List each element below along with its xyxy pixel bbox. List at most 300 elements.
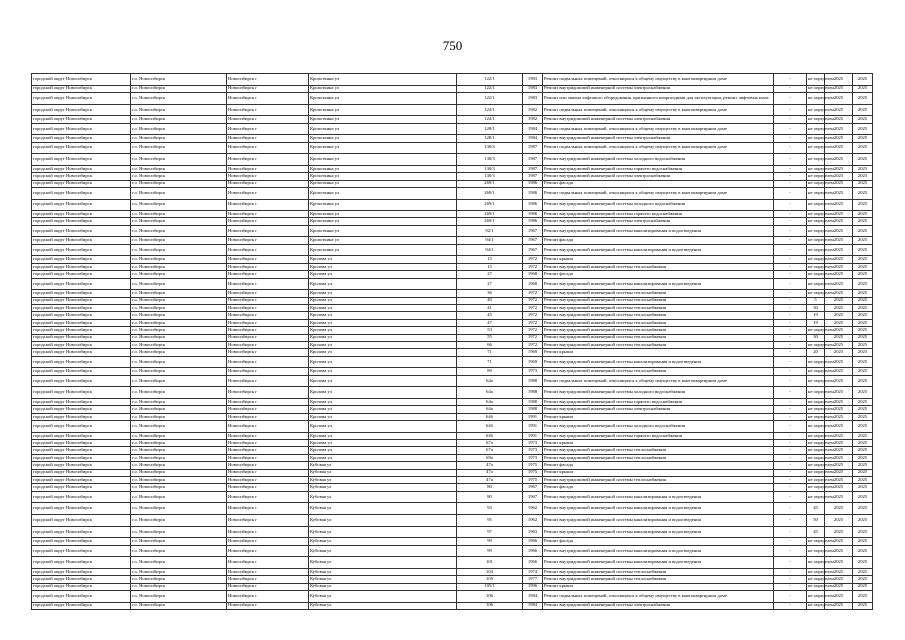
year-from-cell: 2025 — [825, 514, 853, 526]
street-cell: Кропоткина ул — [309, 165, 457, 172]
municipality-cell: городской округ Новосибирск — [32, 187, 131, 199]
work-type-cell: Ремонт внутридомовой инженерной системы горячего водоснабжения — [543, 165, 774, 172]
locality-cell: Новосибирск г — [227, 454, 309, 461]
locality-cell: Новосибирск г — [227, 135, 309, 142]
work-type-cell: Ремонт внутридомовой инженерной системы холодного водоснабжения — [543, 421, 774, 433]
table-row — [32, 244, 873, 256]
deadline-cell: не определен — [807, 413, 825, 420]
year-built-cell: 1967 — [523, 491, 543, 503]
house-cell: 55 — [457, 334, 523, 341]
street-cell: Кропоткина ул — [309, 92, 457, 104]
street-cell: Кролова ул — [309, 368, 457, 375]
year-from-cell: 2025 — [825, 440, 853, 447]
settlement-cell: г.о. Новосибирск — [131, 406, 227, 413]
deadline-cell: не определен — [807, 104, 825, 116]
table-row — [32, 602, 873, 609]
deadline-cell: не определен — [807, 92, 825, 104]
dash-cell: - — [774, 180, 807, 187]
municipality-cell: городской округ Новосибирск — [32, 432, 131, 439]
dash-cell: - — [774, 568, 807, 575]
street-cell: Кролова ул — [309, 432, 457, 439]
locality-cell: Новосибирск г — [227, 278, 309, 290]
year-from-cell: 2025 — [825, 165, 853, 172]
street-cell: Кубовая ул — [309, 590, 457, 602]
municipality-cell: городской округ Новосибирск — [32, 256, 131, 263]
work-type-cell: Ремонт внутридомовой инженерной системы теплоснабжения — [543, 368, 774, 375]
deadline-cell: 19 — [807, 319, 825, 326]
work-type-cell: Ремонт внутридомовой инженерной системы канализирования и водоотведения — [543, 491, 774, 503]
year-built-cell: 1991 — [523, 421, 543, 433]
year-to-cell: 2025 — [853, 356, 873, 368]
year-built-cell: 1972 — [523, 290, 543, 297]
year-built-cell: 1986 — [523, 199, 543, 211]
dash-cell: - — [774, 218, 807, 225]
table-row — [32, 165, 873, 172]
dash-cell: - — [774, 199, 807, 211]
year-built-cell: 1987 — [523, 165, 543, 172]
street-cell: Кропоткина ул — [309, 74, 457, 86]
municipality-cell: городской округ Новосибирск — [32, 526, 131, 538]
municipality-cell: городской округ Новосибирск — [32, 92, 131, 104]
work-type-cell: Ремонт внутридомовой инженерной системы электроснабжения — [543, 602, 774, 609]
year-built-cell: 1967 — [523, 484, 543, 491]
locality-cell: Новосибирск г — [227, 237, 309, 244]
settlement-cell: г.о. Новосибирск — [131, 271, 227, 278]
house-cell: 64а — [457, 398, 523, 405]
street-cell: Кропоткина ул — [309, 211, 457, 218]
year-from-cell: 2025 — [825, 491, 853, 503]
street-cell: Кролова ул — [309, 297, 457, 304]
municipality-cell: городской округ Новосибирск — [32, 123, 131, 135]
dash-cell: - — [774, 538, 807, 545]
work-type-cell: Ремонт фасада — [543, 538, 774, 545]
dash-cell: - — [774, 327, 807, 334]
dash-cell: - — [774, 398, 807, 405]
municipality-cell: городской округ Новосибирск — [32, 491, 131, 503]
street-cell: Кропоткина ул — [309, 154, 457, 166]
work-type-cell: Ремонт внутридомовой инженерной системы теплоснабжения — [543, 305, 774, 312]
deadline-cell: не определен — [807, 173, 825, 180]
house-cell: 15 — [457, 263, 523, 270]
municipality-cell: городской округ Новосибирск — [32, 462, 131, 469]
street-cell: Кролова ул — [309, 278, 457, 290]
year-built-cell: 1972 — [523, 312, 543, 319]
year-built-cell: 1984 — [523, 135, 543, 142]
work-type-cell: Ремонт крыши — [543, 469, 774, 476]
year-to-cell: 2025 — [853, 173, 873, 180]
table-row — [32, 557, 873, 569]
table-row — [32, 491, 873, 503]
year-from-cell: 2025 — [825, 503, 853, 515]
locality-cell: Новосибирск г — [227, 583, 309, 590]
house-cell: 106 — [457, 590, 523, 602]
work-type-cell: Ремонт внутридомовой инженерной системы канализирования и водоотведения — [543, 278, 774, 290]
settlement-cell: г.о. Новосибирск — [131, 602, 227, 609]
settlement-cell: г.о. Новосибирск — [131, 165, 227, 172]
year-built-cell: 1988 — [523, 398, 543, 405]
street-cell: Кубовая ул — [309, 503, 457, 515]
year-to-cell: 2025 — [853, 406, 873, 413]
municipality-cell: городской округ Новосибирск — [32, 568, 131, 575]
table-row — [32, 256, 873, 263]
house-cell: 27 — [457, 278, 523, 290]
year-from-cell: 2025 — [825, 74, 853, 86]
locality-cell: Новосибирск г — [227, 165, 309, 172]
locality-cell: Новосибирск г — [227, 576, 309, 583]
locality-cell: Новосибирск г — [227, 297, 309, 304]
settlement-cell: г.о. Новосибирск — [131, 484, 227, 491]
dash-cell: - — [774, 368, 807, 375]
year-built-cell: 1984 — [523, 602, 543, 609]
year-to-cell: 2025 — [853, 557, 873, 569]
work-type-cell: Ремонт внутридомовой инженерной системы электроснабжения — [543, 135, 774, 142]
year-from-cell: 2025 — [825, 180, 853, 187]
year-to-cell: 2025 — [853, 341, 873, 348]
year-built-cell: 1968 — [523, 271, 543, 278]
year-from-cell: 2025 — [825, 305, 853, 312]
year-from-cell: 2025 — [825, 85, 853, 92]
locality-cell: Новосибирск г — [227, 368, 309, 375]
locality-cell: Новосибирск г — [227, 387, 309, 399]
year-from-cell: 2025 — [825, 334, 853, 341]
year-to-cell: 2025 — [853, 327, 873, 334]
deadline-cell: не определен — [807, 237, 825, 244]
municipality-cell: городской округ Новосибирск — [32, 154, 131, 166]
table-row — [32, 413, 873, 420]
work-type-cell: Ремонт подвальных помещений, относящихся к общему имуществу в многоквартирном доме — [543, 375, 774, 387]
deadline-cell: не определен — [807, 602, 825, 609]
table-row — [32, 447, 873, 454]
settlement-cell: г.о. Новосибирск — [131, 413, 227, 420]
year-to-cell: 2025 — [853, 514, 873, 526]
dash-cell: - — [774, 583, 807, 590]
deadline-cell: не определен — [807, 244, 825, 256]
house-cell: 47а — [457, 469, 523, 476]
municipality-cell: городской округ Новосибирск — [32, 602, 131, 609]
year-from-cell: 2025 — [825, 135, 853, 142]
table-row — [32, 514, 873, 526]
locality-cell: Новосибирск г — [227, 211, 309, 218]
settlement-cell: г.о. Новосибирск — [131, 590, 227, 602]
settlement-cell: г.о. Новосибирск — [131, 557, 227, 569]
deadline-cell: не определен — [807, 218, 825, 225]
dash-cell: - — [774, 421, 807, 433]
locality-cell: Новосибирск г — [227, 462, 309, 469]
year-to-cell: 2025 — [853, 432, 873, 439]
year-to-cell: 2025 — [853, 116, 873, 123]
deadline-cell: не определен — [807, 256, 825, 263]
year-built-cell: 1988 — [523, 375, 543, 387]
work-type-cell: Ремонт внутридомовой инженерной системы электроснабжения — [543, 218, 774, 225]
work-type-cell: Ремонт фасада — [543, 237, 774, 244]
year-from-cell: 2025 — [825, 297, 853, 304]
year-built-cell: 1982 — [523, 104, 543, 116]
year-from-cell: 2025 — [825, 590, 853, 602]
house-cell: 64б — [457, 421, 523, 433]
table-row — [32, 263, 873, 270]
year-from-cell: 2025 — [825, 327, 853, 334]
year-to-cell: 2025 — [853, 271, 873, 278]
deadline-cell: 19 — [807, 312, 825, 319]
locality-cell: Новосибирск г — [227, 477, 309, 484]
locality-cell: Новосибирск г — [227, 341, 309, 348]
work-type-cell: Ремонт внутридомовой инженерной системы холодного водоснабжения — [543, 154, 774, 166]
dash-cell: - — [774, 454, 807, 461]
table-row — [32, 526, 873, 538]
work-type-cell: Ремонт фасада — [543, 462, 774, 469]
table-row — [32, 92, 873, 104]
year-built-cell: 1983 — [523, 74, 543, 86]
settlement-cell: г.о. Новосибирск — [131, 154, 227, 166]
year-to-cell: 2025 — [853, 491, 873, 503]
settlement-cell: г.о. Новосибирск — [131, 538, 227, 545]
table-row — [32, 341, 873, 348]
year-from-cell: 2025 — [825, 319, 853, 326]
deadline-cell: не определен — [807, 491, 825, 503]
table-row — [32, 327, 873, 334]
street-cell: Кролова ул — [309, 421, 457, 433]
year-from-cell: 2025 — [825, 375, 853, 387]
locality-cell: Новосибирск г — [227, 142, 309, 154]
locality-cell: Новосибирск г — [227, 398, 309, 405]
year-to-cell: 2025 — [853, 440, 873, 447]
table-row — [32, 368, 873, 375]
house-cell: 94/1 — [457, 237, 523, 244]
house-cell: 15 — [457, 256, 523, 263]
deadline-cell: не определен — [807, 440, 825, 447]
table-row — [32, 218, 873, 225]
municipality-cell: городской округ Новосибирск — [32, 413, 131, 420]
street-cell: Кролова ул — [309, 349, 457, 356]
street-cell: Кролова ул — [309, 341, 457, 348]
work-type-cell: Ремонт крыши — [543, 349, 774, 356]
table-row — [32, 349, 873, 356]
year-built-cell: 1974 — [523, 568, 543, 575]
year-from-cell: 2025 — [825, 576, 853, 583]
year-from-cell: 2025 — [825, 237, 853, 244]
year-to-cell: 2025 — [853, 290, 873, 297]
house-cell: 89 — [457, 368, 523, 375]
dash-cell: - — [774, 312, 807, 319]
work-type-cell: Ремонт внутридомовой инженерной системы канализирования и водоотведения — [543, 503, 774, 515]
table-row — [32, 173, 873, 180]
municipality-cell: городской округ Новосибирск — [32, 440, 131, 447]
year-to-cell: 2025 — [853, 447, 873, 454]
locality-cell: Новосибирск г — [227, 432, 309, 439]
table-row — [32, 305, 873, 312]
municipality-cell: городской округ Новосибирск — [32, 590, 131, 602]
work-type-cell: Ремонт внутридомовой инженерной системы канализирования и водоотведения — [543, 545, 774, 557]
municipality-cell: городской округ Новосибирск — [32, 290, 131, 297]
street-cell: Кубовая ул — [309, 557, 457, 569]
deadline-cell: не определен — [807, 211, 825, 218]
settlement-cell: г.о. Новосибирск — [131, 432, 227, 439]
work-type-cell: Ремонт или замена лифтового оборудования, признанного непригодным для эксплуатации, ремонт лифтовых шахт — [543, 92, 774, 104]
dash-cell: - — [774, 319, 807, 326]
settlement-cell: г.о. Новосибирск — [131, 187, 227, 199]
year-from-cell: 2025 — [825, 290, 853, 297]
street-cell: Кролова ул — [309, 263, 457, 270]
year-to-cell: 2025 — [853, 398, 873, 405]
settlement-cell: г.о. Новосибирск — [131, 469, 227, 476]
locality-cell: Новосибирск г — [227, 469, 309, 476]
work-type-cell: Ремонт внутридомовой инженерной системы теплоснабжения — [543, 327, 774, 334]
year-to-cell: 2025 — [853, 187, 873, 199]
table-row — [32, 375, 873, 387]
settlement-cell: г.о. Новосибирск — [131, 319, 227, 326]
locality-cell: Новосибирск г — [227, 187, 309, 199]
dash-cell: - — [774, 225, 807, 237]
municipality-cell: городской округ Новосибирск — [32, 469, 131, 476]
year-to-cell: 2025 — [853, 180, 873, 187]
locality-cell: Новосибирск г — [227, 312, 309, 319]
dash-cell: - — [774, 85, 807, 92]
locality-cell: Новосибирск г — [227, 349, 309, 356]
locality-cell: Новосибирск г — [227, 271, 309, 278]
year-built-cell: 1975 — [523, 469, 543, 476]
street-cell: Кролова ул — [309, 334, 457, 341]
settlement-cell: г.о. Новосибирск — [131, 297, 227, 304]
locality-cell: Новосибирск г — [227, 319, 309, 326]
house-cell: 64б — [457, 432, 523, 439]
municipality-cell: городской округ Новосибирск — [32, 278, 131, 290]
street-cell: Кропоткина ул — [309, 244, 457, 256]
locality-cell: Новосибирск г — [227, 218, 309, 225]
deadline-cell: не определен — [807, 116, 825, 123]
table-row — [32, 454, 873, 461]
house-cell: 124/1 — [457, 104, 523, 116]
year-from-cell: 2025 — [825, 123, 853, 135]
table-row — [32, 278, 873, 290]
locality-cell: Новосибирск г — [227, 85, 309, 92]
street-cell: Кролова ул — [309, 413, 457, 420]
settlement-cell: г.о. Новосибирск — [131, 85, 227, 92]
year-built-cell: 1963 — [523, 526, 543, 538]
locality-cell: Новосибирск г — [227, 545, 309, 557]
house-cell: 95 — [457, 514, 523, 526]
street-cell: Кролова ул — [309, 290, 457, 297]
municipality-cell: городской округ Новосибирск — [32, 421, 131, 433]
municipality-cell: городской округ Новосибирск — [32, 356, 131, 368]
deadline-cell: не определен — [807, 135, 825, 142]
dash-cell: - — [774, 413, 807, 420]
year-to-cell: 2025 — [853, 237, 873, 244]
year-built-cell: 1966 — [523, 557, 543, 569]
locality-cell: Новосибирск г — [227, 199, 309, 211]
dash-cell: - — [774, 602, 807, 609]
year-to-cell: 2025 — [853, 244, 873, 256]
settlement-cell: г.о. Новосибирск — [131, 477, 227, 484]
settlement-cell: г.о. Новосибирск — [131, 583, 227, 590]
settlement-cell: г.о. Новосибирск — [131, 545, 227, 557]
year-to-cell: 2025 — [853, 85, 873, 92]
street-cell: Кролова ул — [309, 312, 457, 319]
street-cell: Кубовая ул — [309, 484, 457, 491]
street-cell: Кролова ул — [309, 375, 457, 387]
house-cell: 130/3 — [457, 165, 523, 172]
street-cell: Кубовая ул — [309, 514, 457, 526]
year-built-cell: 1972 — [523, 305, 543, 312]
table-row — [32, 356, 873, 368]
locality-cell: Новосибирск г — [227, 92, 309, 104]
settlement-cell: г.о. Новосибирск — [131, 244, 227, 256]
deadline-cell: не определен — [807, 484, 825, 491]
year-to-cell: 2025 — [853, 583, 873, 590]
deadline-cell: не определен — [807, 187, 825, 199]
year-from-cell: 2025 — [825, 218, 853, 225]
municipality-cell: городской округ Новосибирск — [32, 237, 131, 244]
house-cell: 105/1 — [457, 583, 523, 590]
house-cell: 47а — [457, 462, 523, 469]
work-type-cell: Ремонт внутридомовой инженерной системы канализирования и водоотведения — [543, 244, 774, 256]
street-cell: Кубовая ул — [309, 462, 457, 469]
settlement-cell: г.о. Новосибирск — [131, 74, 227, 86]
deadline-cell: не определен — [807, 421, 825, 433]
settlement-cell: г.о. Новосибирск — [131, 116, 227, 123]
settlement-cell: г.о. Новосибирск — [131, 312, 227, 319]
locality-cell: Новосибирск г — [227, 590, 309, 602]
table-row — [32, 74, 873, 86]
locality-cell: Новосибирск г — [227, 334, 309, 341]
settlement-cell: г.о. Новосибирск — [131, 447, 227, 454]
settlement-cell: г.о. Новосибирск — [131, 349, 227, 356]
year-built-cell: 1972 — [523, 341, 543, 348]
settlement-cell: г.о. Новосибирск — [131, 491, 227, 503]
street-cell: Кропоткина ул — [309, 135, 457, 142]
deadline-cell: не определен — [807, 278, 825, 290]
table-row — [32, 462, 873, 469]
locality-cell: Новосибирск г — [227, 104, 309, 116]
year-to-cell: 2025 — [853, 576, 873, 583]
year-from-cell: 2025 — [825, 356, 853, 368]
dash-cell: - — [774, 484, 807, 491]
year-from-cell: 2025 — [825, 341, 853, 348]
municipality-cell: городской округ Новосибирск — [32, 557, 131, 569]
municipality-cell: городской округ Новосибирск — [32, 334, 131, 341]
year-built-cell: 1987 — [523, 173, 543, 180]
year-from-cell: 2025 — [825, 244, 853, 256]
year-from-cell: 2025 — [825, 583, 853, 590]
year-to-cell: 2025 — [853, 225, 873, 237]
year-built-cell: 1991 — [523, 413, 543, 420]
street-cell: Кропоткина ул — [309, 237, 457, 244]
table-row — [32, 104, 873, 116]
house-cell: 269/1 — [457, 218, 523, 225]
municipality-cell: городской округ Новосибирск — [32, 104, 131, 116]
dash-cell: - — [774, 256, 807, 263]
dash-cell: - — [774, 462, 807, 469]
table-row — [32, 225, 873, 237]
year-from-cell: 2025 — [825, 398, 853, 405]
year-from-cell: 2025 — [825, 462, 853, 469]
year-from-cell: 2025 — [825, 447, 853, 454]
house-cell: 122/1 — [457, 85, 523, 92]
year-to-cell: 2025 — [853, 104, 873, 116]
year-built-cell: 1972 — [523, 297, 543, 304]
deadline-cell: не определен — [807, 477, 825, 484]
street-cell: Кролова ул — [309, 454, 457, 461]
year-built-cell: 1973 — [523, 447, 543, 454]
deadline-cell: не определен — [807, 180, 825, 187]
house-cell: 130/3 — [457, 173, 523, 180]
work-type-cell: Ремонт внутридомовой инженерной системы канализирования и водоотведения — [543, 557, 774, 569]
deadline-cell: не определен — [807, 398, 825, 405]
deadline-cell: не определен — [807, 462, 825, 469]
deadline-cell: не определен — [807, 165, 825, 172]
settlement-cell: г.о. Новосибирск — [131, 92, 227, 104]
year-from-cell: 2025 — [825, 256, 853, 263]
table-row — [32, 211, 873, 218]
